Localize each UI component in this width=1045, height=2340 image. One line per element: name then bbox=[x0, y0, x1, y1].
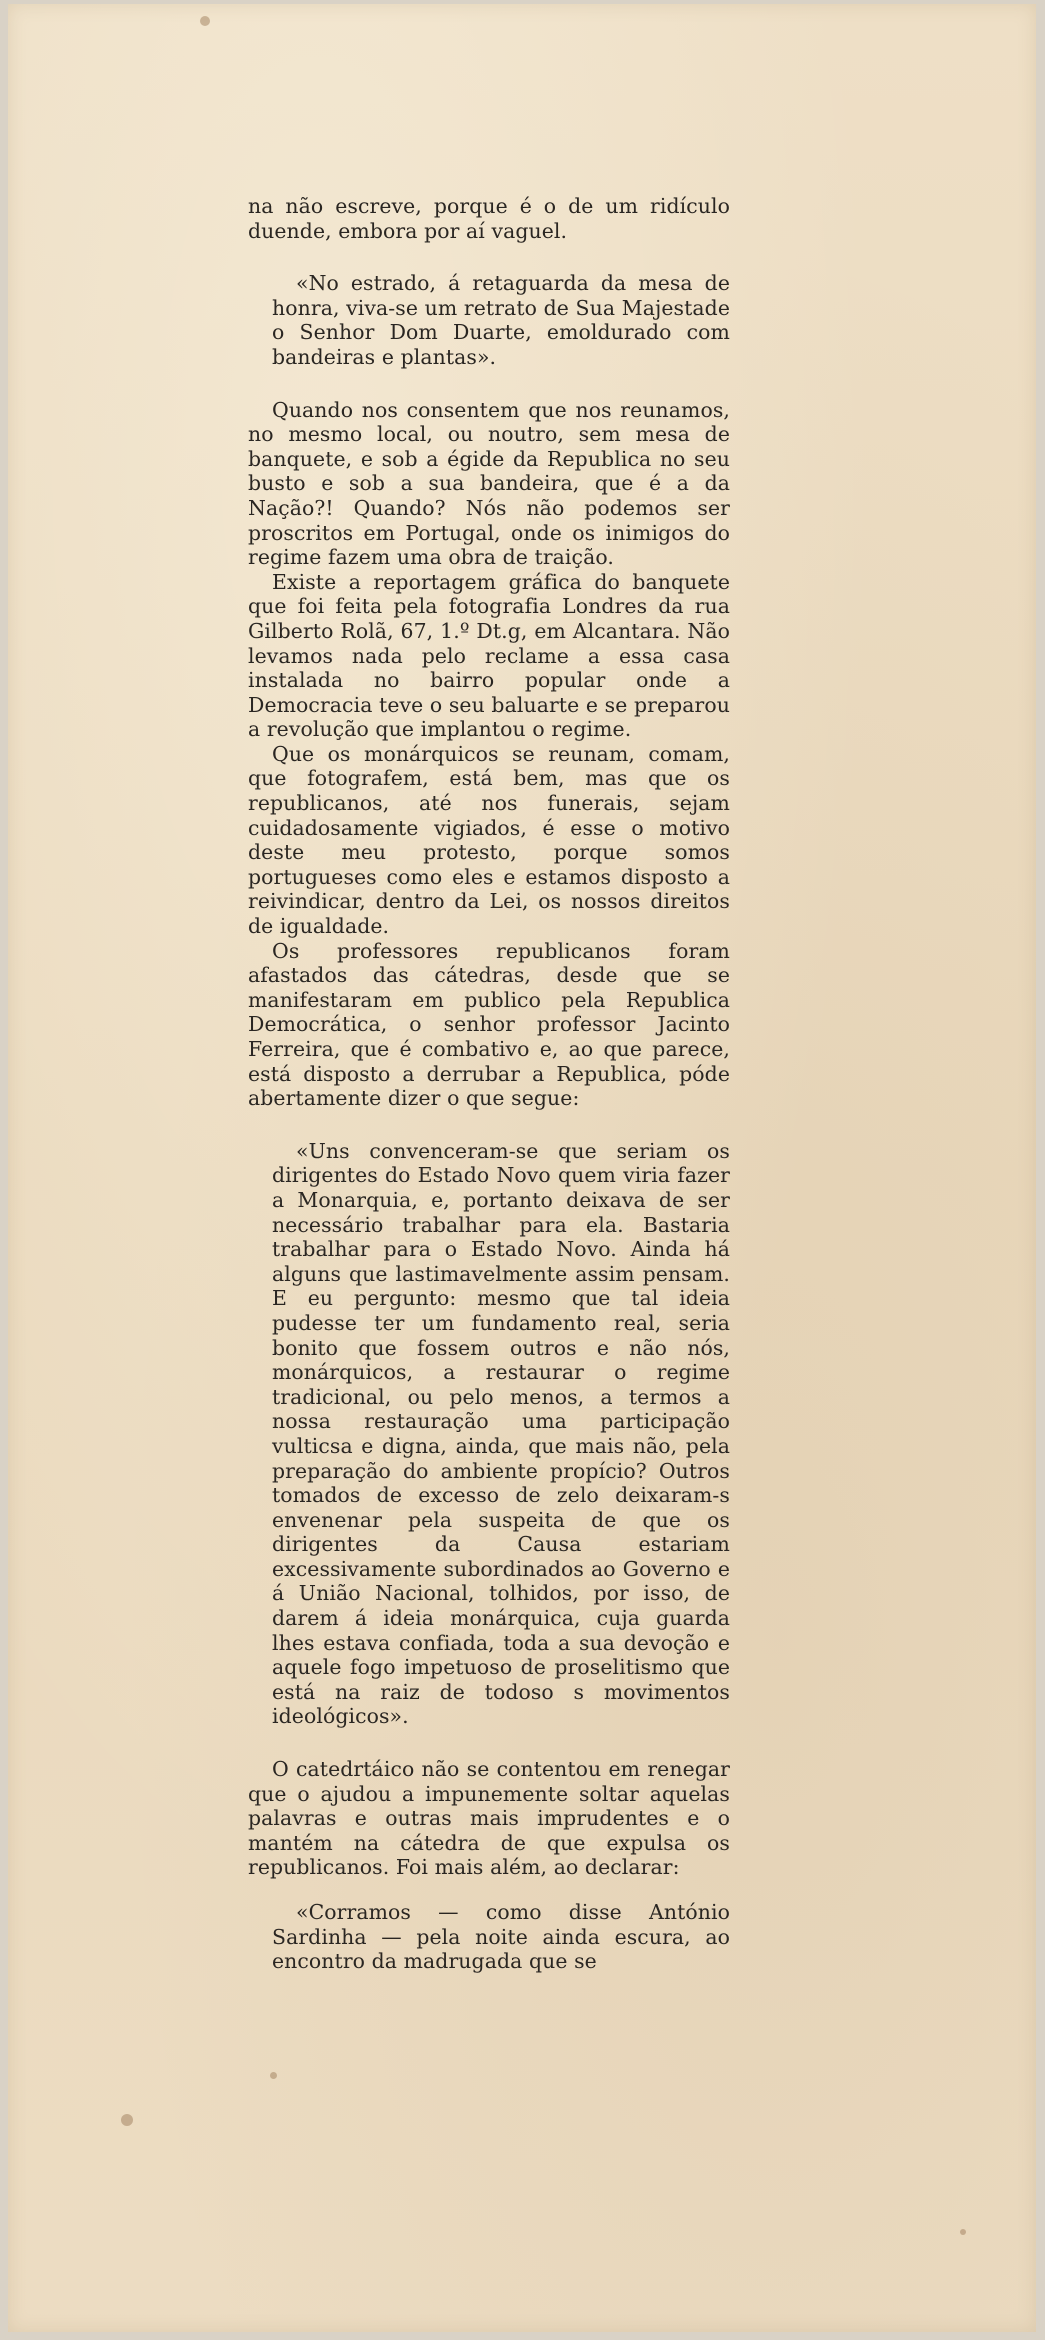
stain-mark bbox=[960, 2229, 966, 2235]
paragraph-equality: Que os monárquicos se reunam, comam, que fotografem, está bem, mas que os republicanos, até nos funerais, sejam cuidadosamente vigiados, é esse o motivo deste meu protesto, porque somos portugueses como eles e estamos disposto a reivindicar, dentro da Lei, os nossos direitos de igualdade. bbox=[248, 741, 730, 939]
stain-mark bbox=[270, 2072, 277, 2079]
paragraph-protest: Quando nos consentem que nos reunamos, no mesmo local, ou noutro, sem mesa de banquete, e sob a égide da Republica no seu busto e sob a sua bandeira, que é a da Nação?! Quando? Nós não podemos ser proscritos em Portugal, onde os inimigos do regime fazem uma obra de traição. bbox=[248, 397, 730, 570]
quote-estado-novo: «Uns convenceram-se que seriam os dirigentes do Estado Novo quem viria fazer a Monarquia, e, portanto deixava de ser necessário trabalhar para ela. Bastaria trabalhar para o Estado Novo. Ainda há alguns que lastimavelmente assim pensam. E eu pergunto: mesmo que tal ideia pudesse ter um fundamento real, seria bonito que fossem outros e não nós, monárquicos, a restaurar o regime tradicional, ou pelo menos, a termos a nossa restauração uma participação vulticsa e digna, ainda, que mais não, pela preparação do ambiente propício? Outros tomados de excesso de zelo deixaram-s envenenar pela suspeita de que os dirigentes da Causa estariam excessivamente subordinados ao Governo e á União Nacional, tolhidos, por isso, de darem á ideia monárquica, cuja guarda lhes estava confiada, toda a sua devoção e aquele fogo impetuoso de proselitismo que está na raiz de todoso s movimentos ideológicos». bbox=[272, 1138, 730, 1729]
paragraph-professors: Os professores republicanos foram afastados das cátedras, desde que se manifestaram em publico pela Republica Democrática, o senhor professor Jacinto Ferreira, que é combativo e, ao que parece, está disposto a derrubar a Republica, póde abertamente dizer o que segue: bbox=[248, 938, 730, 1111]
paragraph-catedratico: O catedrtáico não se contentou em renegar que o ajudou a impunemente soltar aquelas palavras e outras mais imprudentes e o mantém na cátedra de que expulsa os republicanos. Foi mais além, ao declarar: bbox=[248, 1757, 730, 1880]
paragraph-intro: na não escreve, porque é o de um ridículo duende, embora por aí vaguel. bbox=[248, 194, 730, 243]
paragraph-photo-report: Existe a reportagem gráfica do banquete que foi feita pela fotografia Londres da rua Gilberto Rolã, 67, 1.º Dt.g, em Alcantara. Não levamos nada pelo reclame a essa casa instalada no bairro popular onde a Democracia teve o seu baluarte e se preparou a revolução que implantou o regime. bbox=[248, 569, 730, 742]
quote-sardinha: «Corramos — como disse António Sardinha — pela noite ainda escura, ao encontro da madrugada que se bbox=[272, 1900, 730, 1974]
stain-mark bbox=[200, 16, 210, 26]
stain-mark bbox=[121, 2114, 133, 2126]
article-column bbox=[248, 194, 730, 1974]
newspaper-clipping bbox=[8, 4, 1036, 2332]
quote-banquet-stage: «No estrado, á retaguarda da mesa de honra, viva-se um retrato de Sua Majestade o Senhor Dom Duarte, emoldurado com bandeiras e plantas». bbox=[272, 271, 730, 369]
